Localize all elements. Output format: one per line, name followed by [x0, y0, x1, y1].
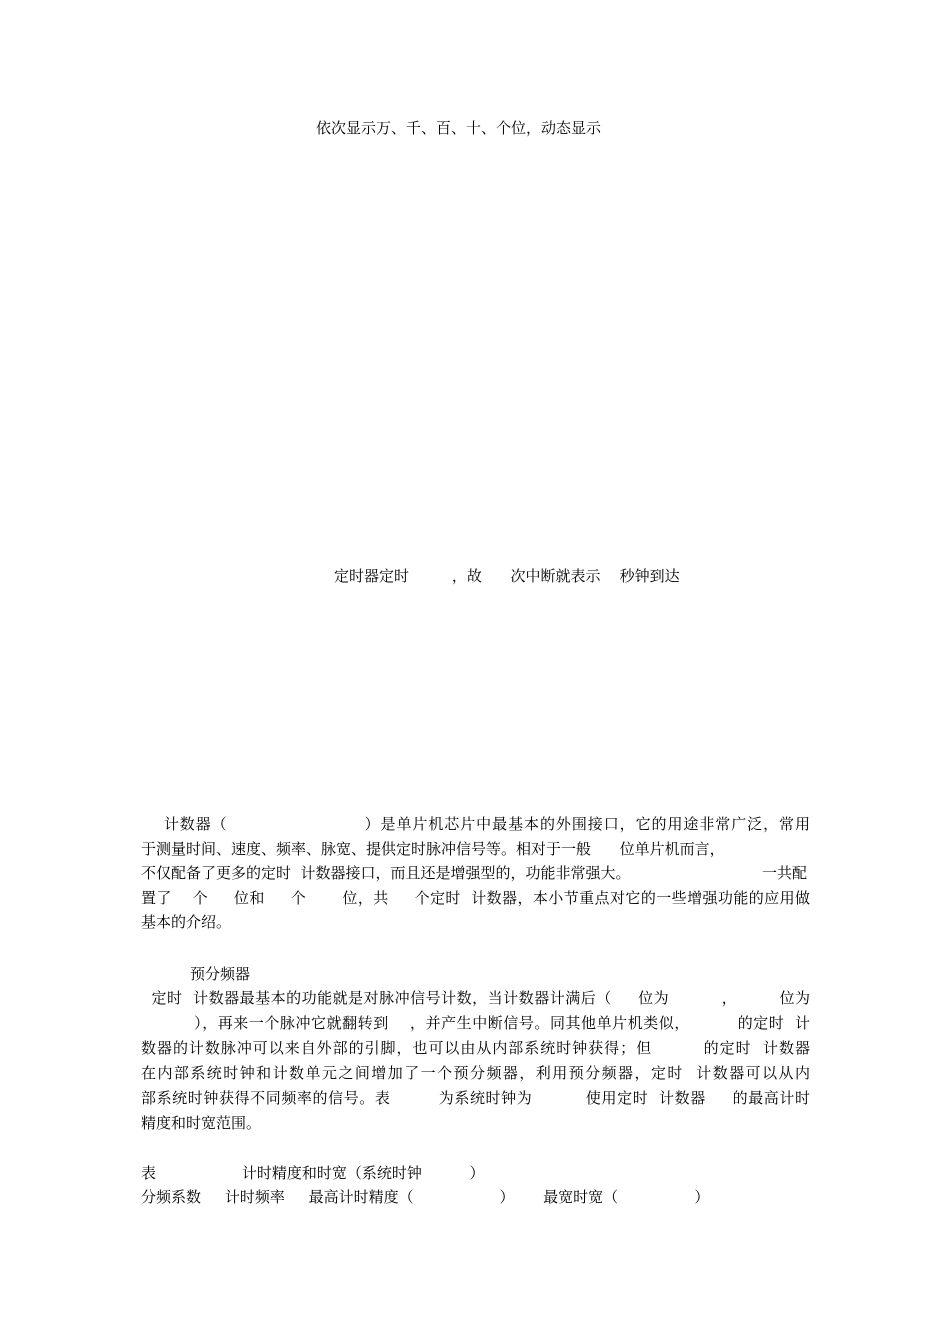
prescaler-line-2: ），再来一个脉冲它就翻转到 ，并产生中断信号。同其他单片机类似， 的定时 计 — [141, 1014, 810, 1032]
intro-line-3-tail: 一共配 — [762, 864, 808, 882]
prescaler-heading: 预分频器 — [190, 965, 251, 983]
intro-line-5: 基本的介绍。 — [141, 913, 232, 931]
prescaler-line-6: 精度和时宽范围。 — [141, 1114, 262, 1132]
intro-line-1: 计数器（ ）是单片机芯片中最基本的外围接口，它的用途非常广泛，常用 — [141, 815, 810, 833]
prescaler-line-1: 定时 计数器最基本的功能就是对脉冲信号计数，当计数器计满后（ 位为 ， 位为 — [141, 989, 810, 1007]
intro-line-4: 置了 个 位和 个 位，共 个定时 计数器，本小节重点对它的一些增强功能的应用做 — [141, 889, 810, 907]
table-title: 表 计时精度和时宽（系统时钟 ） — [141, 1164, 485, 1182]
prescaler-line-4: 在内部系统时钟和计数单元之间增加了一个预分频器，利用预分频器，定时 计数器可以从内 — [141, 1064, 810, 1082]
table-header: 分频系数 计时频率 最高计时精度（ ） 最宽时宽（ ） — [141, 1188, 710, 1206]
prescaler-line-5: 部系统时钟获得不同频率的信号。表 为系统时钟为 使用定时 计数器 的最高计时 — [141, 1089, 810, 1107]
intro-line-2: 于测量时间、速度、频率、脉宽、提供定时脉冲信号等。相对于一般 位单片机而言， — [141, 840, 725, 858]
intro-line-3: 不仅配备了更多的定时 计数器接口，而且还是增强型的，功能非常强大。 — [141, 864, 631, 882]
caption-top: 依次显示万、千、百、十、个位，动态显示 — [316, 119, 602, 137]
caption-mid: 定时器定时 ，故 次中断就表示 秒钟到达 — [334, 567, 680, 585]
prescaler-line-3: 数器的计数脉冲可以来自外部的引脚，也可以由从内部系统时钟获得；但 的定时 计数器 — [141, 1039, 810, 1057]
